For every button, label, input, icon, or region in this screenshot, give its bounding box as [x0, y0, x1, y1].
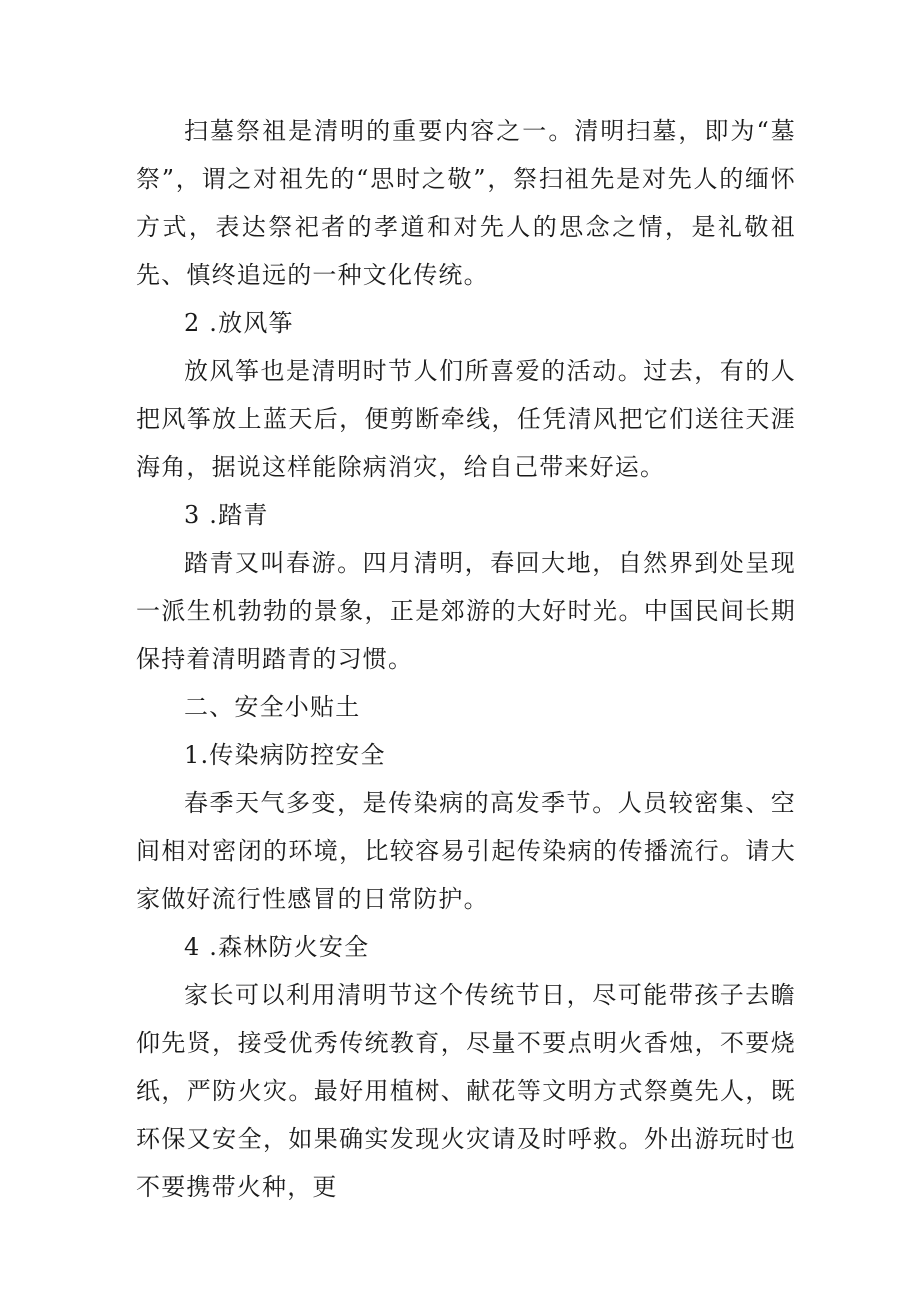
paragraph-fire-prevention: 家长可以利用清明节这个传统节日，尽可能带孩子去瞻仰先贤，接受优秀传统教育，尽量不要点明火香烛，不要烧纸，严防火灾。最好用植树、献花等文明方式祭奠先人，既环保又安全，如果确实发现火灾请及时呼救。外出游玩时也不要携带火种，更 [136, 981, 796, 1201]
heading-disease-prevention: 1.传染病防控安全 [184, 741, 386, 769]
heading-safety-tips: 二、安全小贴土 [184, 693, 361, 721]
paragraph-disease-prevention: 春季天气多变，是传染病的高发季节。人员较密集、空间相对密闭的环境，比较容易引起传染病的传播流行。请大家做好流行性感冒的日常防护。 [136, 789, 796, 913]
paragraph-spring-outing: 踏青又叫春游。四月清明，春回大地，自然界到处呈现一派生机勃勃的景象，正是郊游的大好时光。中国民间长期保持着清明踏青的习惯。 [136, 549, 796, 673]
heading-fire-prevention: 4 .森林防火安全 [184, 933, 370, 961]
document-body [136, 107, 796, 1211]
heading-spring-outing: 3 .踏青 [184, 501, 269, 529]
paragraph-kite-flying: 放风筝也是清明时节人们所喜爱的活动。过去，有的人把风筝放上蓝天后，便剪断牵线，任凭清风把它们送往天涯海角，据说这样能除病消灾，给自己带来好运。 [136, 357, 796, 481]
heading-kite-flying: 2 .放风筝 [184, 309, 294, 337]
paragraph-tomb-sweeping: 扫墓祭祖是清明的重要内容之一。清明扫墓，即为“墓祭”，谓之对祖先的“思时之敬”，祭扫祖先是对先人的缅怀方式，表达祭祀者的孝道和对先人的思念之情，是礼敬祖先、慎终追远的一种文化传统。 [136, 117, 796, 289]
